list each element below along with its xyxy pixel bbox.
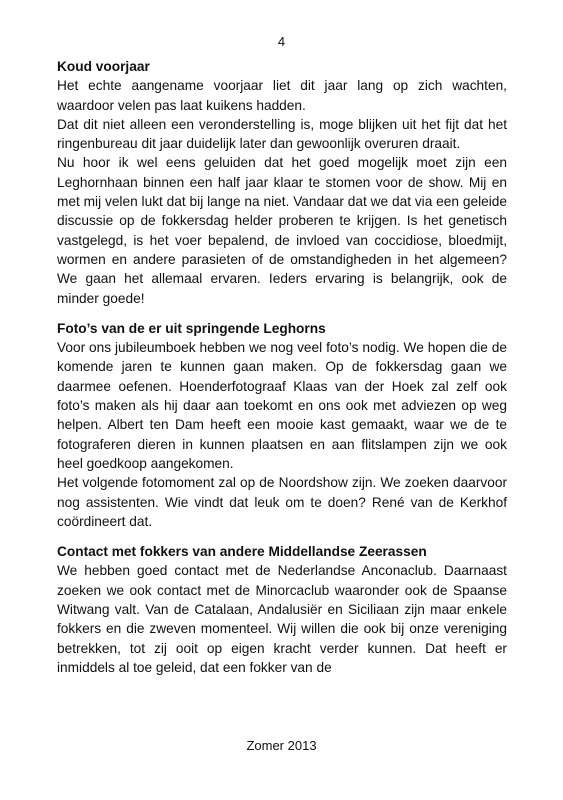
page-footer: Zomer 2013 <box>246 738 317 753</box>
paragraph: Nu hoor ik wel eens geluiden dat het goed mogelijk moet zijn een Leghornhaan binnen een half jaar klaar te stomen voor de show. Mij en met mij velen lukt dat bij lange na niet. Vandaar dat we dat via een geleide discussie op de fokkersdag helder proberen te krijgen. Is het genetisch vastgelegd, is het voer bepalend, de invloed van coccidiose, bloedmijt, wormen en andere parasieten of de omstandigheden in het algemeen? We gaan het allemaal ervaren. Ieders ervaring is belangrijk, ook de minder goede! <box>57 155 507 306</box>
article-body <box>57 57 507 677</box>
paragraph: Het echte aangename voorjaar liet dit jaar lang op zich wachten, waardoor velen pas laat kuikens hadden. <box>57 78 507 113</box>
section-heading: Foto’s van de er uit springende Leghorns <box>57 320 326 336</box>
section-heading: Contact met fokkers van andere Middellandse Zeerassen <box>57 544 427 560</box>
paragraph: We hebben goed contact met de Nederlandse Anconaclub. Daarnaast zoeken we ook contact met de Minorcaclub waaronder ook de Spaanse Witwang valt. Van de Catalaan, Andalusiër en Siciliaan zijn maar enkele fokkers en die zweven momenteel. Wij willen die ook bij onze vereniging betrekken, tot zij ooit op eigen kracht verder kunnen. Dat heeft er inmiddels al toe geleid, dat een fokker van de <box>57 563 507 675</box>
section-heading: Koud voorjaar <box>57 59 150 74</box>
paragraph: Voor ons jubileumboek hebben we nog veel foto’s nodig. We hopen die de komende jaren te kunnen gaan maken. Op de fokkersdag gaan we daarmee oefenen. Hoenderfotograaf Klaas van der Hoek zal zelf ook foto’s maken als hij daar aan toekomt en ons ook met adviezen op weg helpen. Albert ten Dam heeft een mooie kast gemaakt, waar we de te fotograferen dieren in kunnen plaatsen en aan flitslampen zijn we ook heel goedkoop aangekomen. <box>57 340 507 471</box>
section-spacer <box>57 308 507 319</box>
paragraph: Dat dit niet alleen een veronderstelling is, moge blijken uit het fijt dat het ringenbureau dit jaar duidelijk later dan gewoonlijk overuren draait. <box>57 116 507 152</box>
page-number: 4 <box>277 34 286 49</box>
paragraph: Het volgende fotomoment zal op de Noordshow zijn. We zoeken daarvoor nog assistenten. Wie vindt dat leuk om te doen? René van de Kerkhof coördineert dat. <box>57 475 507 529</box>
section-spacer <box>57 531 507 542</box>
